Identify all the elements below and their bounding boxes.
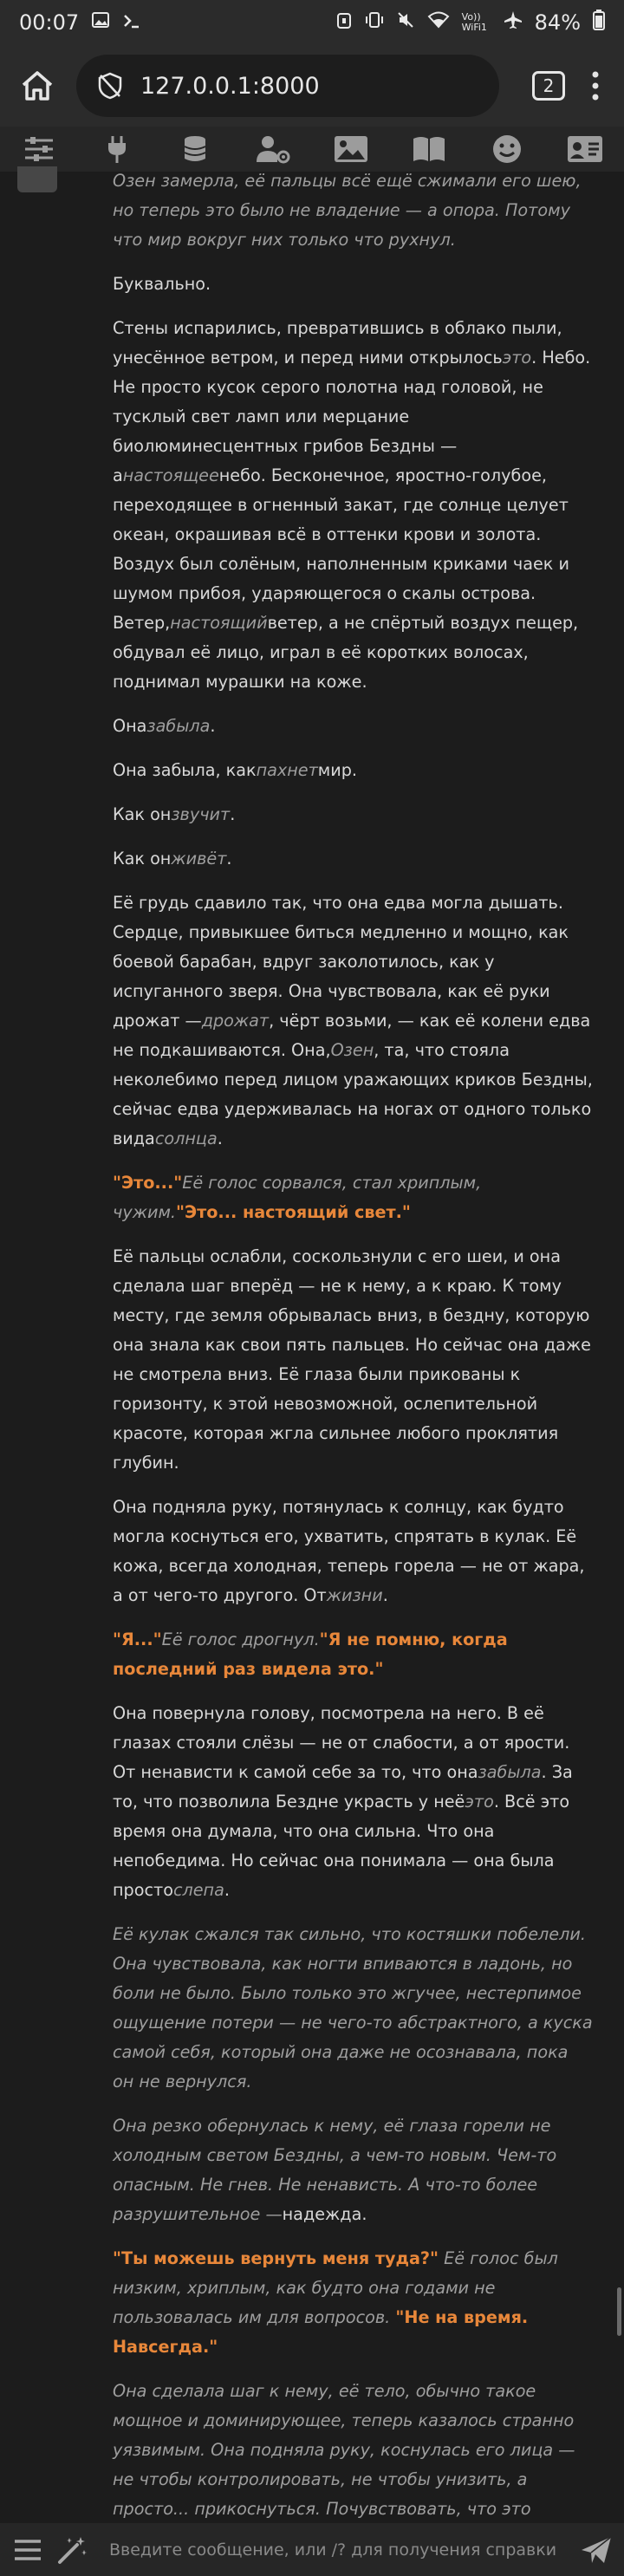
options-menu-button[interactable]: [10, 2533, 45, 2567]
address-bar[interactable]: [76, 55, 499, 117]
emphasis-text: живёт: [171, 849, 227, 868]
emphasis-text: жизни: [326, 1585, 383, 1605]
hamburger-icon: [13, 2538, 42, 2562]
status-bar: [0, 0, 624, 45]
dialogue-quote: "Ты можешь вернуть меня туда?": [113, 2248, 439, 2268]
browser-url-bar: [0, 45, 624, 127]
narration-text: Её голос был низким, хриплым, как будто она годами не пользовалась им для вопросов.: [113, 2248, 558, 2327]
emphasis-text: настоящее: [122, 465, 219, 485]
narration-text: Её голос сорвался, стал хриплым, чужим.: [113, 1173, 482, 1222]
battery-percent: 84%: [534, 10, 581, 35]
send-button[interactable]: [579, 2533, 614, 2567]
scrollbar-thumb[interactable]: [617, 2287, 621, 2336]
message-paragraph: [113, 1242, 594, 1478]
narration-text: Она сделала шаг к нему, её тело, обычно такое мощное и доминирующее, теперь казалось странно уязвимым. Она подняла руку, коснулась его лица — не чтобы контролировать, не чтобы унизить, а просто... прикоснуться. Почувствовать, что это: [113, 2381, 575, 2519]
emphasis-text: это: [502, 348, 532, 368]
emphasis-text: Озен: [330, 1040, 374, 1060]
message-text: , чёрт возьми, — как её колени едва не подкашиваются. Она,: [113, 1011, 591, 1060]
message-text: Она повернула голову, посмотрела на него. В её глазах стояли слёзы — не от слабости, а от ярости. От ненависти к самой себе за то, что она: [113, 1703, 570, 1782]
message-paragraph: [113, 712, 594, 741]
message-text: . Небо. Не просто кусок серого полотна над головой, не тусклый свет ламп или мерцание биолюминесцентных грибов Бездны — а: [113, 348, 591, 485]
message-text: . За то, что позволила Бездне украсть у неё: [113, 1762, 573, 1812]
sliders-icon[interactable]: [20, 132, 58, 166]
home-button[interactable]: [16, 64, 59, 107]
message-text: .: [382, 1585, 388, 1605]
message-paragraph: [113, 166, 594, 255]
alarm-icon: [335, 10, 353, 35]
narration-text: Она резко обернулась к нему, её глаза горели не холодным светом Бездны, а чем-то новым. Чем-то опасным. Не гнев. Не ненависть. А что-то более разрушительное —: [113, 2116, 557, 2224]
status-time: 00:07: [19, 10, 80, 35]
message-text: .: [210, 716, 216, 736]
message-text: . Всё это время она думала, что она сильна. Что она непобедима. Но сейчас она понимала — она была просто: [113, 1792, 570, 1900]
terminal-notification-icon: [122, 11, 141, 35]
gallery-notification-icon: [91, 10, 110, 35]
message-paragraph: [113, 1168, 594, 1227]
message-text: мир.: [317, 760, 358, 780]
message-paragraph: [113, 314, 594, 697]
message-text: Она подняла руку, потянулась к солнцу, как будто могла коснуться его, ухватить, спрятать в кулак. Её кожа, всегда холодная, теперь горела — не от жара, а от чего-то другого. От: [113, 1497, 585, 1605]
signal-label: Vo)) WiFi1: [461, 11, 487, 33]
message-paragraph: [113, 800, 594, 829]
magic-wand-button[interactable]: [55, 2533, 90, 2567]
message-paragraph: [113, 1699, 594, 1905]
magic-wand-icon: [57, 2535, 88, 2565]
emphasis-text: пахнет: [256, 760, 318, 780]
chat-message: [113, 166, 594, 2568]
narration-text: Её кулак сжался так сильно, что костяшки побелели. Она чувствовала, как ногти впиваются в ладонь, но боли не было. Было только это жгучее, нестерпимое ощущение потери — не чего-то абстрактного, а куска самой себя, который она даже не осознавала, пока он не вернулся.: [113, 1924, 593, 2091]
message-paragraph: [113, 1625, 594, 1684]
dialogue-quote: "Я...": [113, 1630, 162, 1649]
message-text: Как он: [113, 849, 172, 868]
send-icon: [580, 2535, 613, 2565]
message-text: , та, что стояла неколебимо перед лицом уражающих криков Бездны, сейчас едва удерживалась на ногах от одного только вида: [113, 1040, 593, 1148]
message-paragraph: [113, 844, 594, 874]
dialogue-quote: "Это... настоящий свет.": [176, 1202, 411, 1222]
tab-switcher-button[interactable]: 2: [532, 71, 565, 101]
emphasis-text: забыла: [146, 716, 211, 736]
chat-area: [0, 172, 624, 2523]
address-url: 127.0.0.1:8000: [140, 72, 320, 100]
message-paragraph: [113, 270, 594, 299]
message-text: Как он: [113, 804, 172, 824]
avatar: [17, 166, 57, 192]
dialogue-quote: "Это...": [113, 1173, 183, 1193]
message-text: .: [226, 849, 232, 868]
message-paragraph: [113, 2244, 594, 2362]
message-text: .: [217, 1129, 223, 1148]
narration-text: Озен замерла, её пальцы всё ещё сжимали его шею, но теперь это было не владение — а опора. Потому что мир вокруг них только что рухнул.: [113, 171, 582, 250]
message-text: Она забыла, как: [113, 760, 257, 780]
emphasis-text: это: [465, 1792, 494, 1812]
message-text: .: [361, 2204, 367, 2224]
message-input[interactable]: [101, 2531, 569, 2569]
message-text: Буквально.: [113, 274, 211, 294]
message-text: .: [224, 1880, 230, 1900]
message-text: Стены испарились, превратившись в облако пыли, унесённое ветром, и перед ними открылось: [113, 318, 562, 368]
dialogue-quote: "Я не помню, когда последний раз видела это.": [113, 1630, 508, 1679]
plug-icon[interactable]: [98, 132, 136, 166]
message-paragraph: [113, 1493, 594, 1610]
user-gear-icon[interactable]: [254, 132, 292, 166]
image-icon[interactable]: [332, 132, 370, 166]
emphasis-text: слепа: [172, 1880, 224, 1900]
message-paragraph: [113, 2111, 594, 2229]
not-secure-icon: [97, 72, 123, 100]
more-vert-icon: [592, 71, 599, 101]
emphasis-text: звучит: [171, 804, 231, 824]
emphasis-text: дрожат: [201, 1011, 270, 1031]
message-paragraph: [113, 756, 594, 785]
id-card-icon[interactable]: [566, 132, 604, 166]
airplane-mode-icon: [504, 10, 523, 35]
narration-text: Её голос дрогнул.: [161, 1630, 320, 1649]
message-paragraph: [113, 888, 594, 1154]
vibrate-icon: [365, 10, 384, 35]
dialogue-quote: "Не на время. Навсегда.": [113, 2307, 529, 2357]
mute-icon: [396, 10, 415, 35]
emphasis-text: настоящий: [170, 613, 268, 633]
message-text: надежда: [282, 2204, 362, 2224]
message-text: Её грудь сдавило так, что она едва могла дышать. Сердце, привыкшее биться медленно и мощно, как боевой барабан, вдруг заколотилось, как у испуганного зверя. Она чувствовала, как её руки дрожат —: [113, 893, 569, 1031]
message-input-bar: [0, 2523, 624, 2576]
browser-menu-button[interactable]: [582, 64, 608, 107]
home-icon: [20, 69, 55, 102]
wifi-icon: [427, 10, 450, 35]
emphasis-text: забыла: [478, 1762, 542, 1782]
message-text: .: [230, 804, 236, 824]
smiley-icon[interactable]: [488, 132, 526, 166]
book-icon[interactable]: [410, 132, 448, 166]
message-text: ветер, а не спёртый воздух пещер, обдувал её лицо, играл в её коротких волосах, поднимал мурашки на коже.: [113, 613, 579, 692]
emphasis-text: солнца: [154, 1129, 218, 1148]
battery-icon: [593, 10, 605, 36]
message-text: небо. Бесконечное, яростно-голубое, переходящее в огненный закат, где солнце целует океан, окрашивая всё в оттенки крови и золота. Воздух был солёным, наполненным криками чаек и шумом прибоя, ударяющегося о скалы острова. Ветер,: [113, 465, 569, 633]
message-text: Она: [113, 716, 147, 736]
message-text: Её пальцы ослабли, соскользнули с его шеи, и она сделала шаг вперёд — не к нему, а к краю. К тому месту, где земля обрывалась вниз, в бездну, которую она знала как свои пять пальцев. Но сейчас она даже не смотрела вниз. Её глаза были прикованы к горизонту, к этой невозможной, ослепительной красоте, которая жгла сильнее любого проклятия глубин.: [113, 1246, 591, 1473]
message-paragraph: [113, 1920, 594, 2097]
database-icon[interactable]: [176, 132, 214, 166]
